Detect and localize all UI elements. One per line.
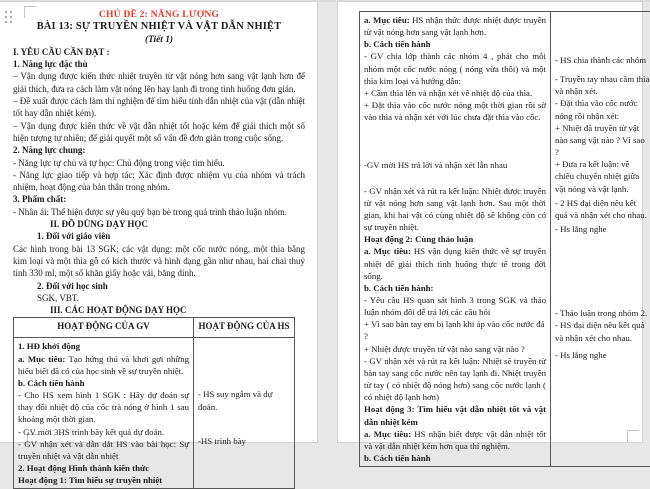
column-header-gv: HOẠT ĐỘNG CỦA GV (14, 318, 194, 338)
paragraph: SGK, VBT. (13, 292, 305, 304)
subheading: 1. Đối với giáo viên (13, 230, 305, 242)
hs-activity-cell: - HS suy ngẫm và dự đoán. -HS trình bày (194, 338, 295, 489)
subheading: 2. Đối với học sinh (13, 280, 305, 292)
lesson-title: BÀI 13: SỰ TRUYỀN NHIỆT VÀ VẬT DẪN NHIỆT (13, 21, 305, 33)
page-1-content (13, 9, 305, 489)
table-row (14, 338, 295, 489)
section-1-heading: I. YÊU CẦU CẦN ĐẠT : (13, 46, 305, 58)
paragraph: - Nhân ái: Thể hiện được sự yêu quý bạn bè trong quá trình thảo luận nhóm. (13, 206, 305, 218)
gv-activity-cell: a. Mục tiêu: HS nhận thức được nhiệt được truyền từ vật nóng hơn sang vật lạnh hơn. b. Cách tiến hành - GV chia lớp thành các nhóm 4 , phát cho mỗi nhóm một cốc nước nóng ( nóng vừa thôi) và một thìa kim loại và hướng dẫn: + Cầm thìa lên và nhận xét về nhiệt độ của thìa. + Đặt thìa vào cốc nước nóng một thời gian rồi sờ vào thìa và nhận xét với lúc chưa đặt thìa vào cốc. -GV mời HS trả lời và nhận xét lẫn nhau - GV nhận xét và rút ra kết luận: Nhiệt được truyền từ vật nóng hơn sang vật lạnh hơn. Sau một thời gian, khi hai vật có cùng nhiệt độ sẽ không còn có sự truyền nhiệt. Hoạt động 2: Cùng thảo luận a. Mục tiêu: HS vận dụng kiến thức về sự truyền nhiệt để giải thích tình huống thực tế trong đời sống. b. Cách tiến hành: - Yêu cầu HS quan sát hình 3 trong SGK và thảo luận nhóm đôi để trả lời các câu hỏi + Vì sao bàn tay em bị lạnh khi áp vào cốc nước đá ? + Nhiệt được truyền từ vật nào sang vật nào ? - GV nhận xét và rút ra kết luận: Nhiệt sẽ truyền từ bàn tay sang cốc nước nên tay lạnh đi. Nhiệt truyền từ tay ( có nhiệt độ nóng hơn) sang cốc nước lạnh ( có nhiệt độ lạnh hơn) Hoạt động 3: Tìm hiểu vật dẫn nhiệt tốt và vật dẫn nhiệt kém a. Mục tiêu: HS nhận biết được vật dẫn nhiệt tốt và vật dẫn nhiệt kém hơn qua thí nghiệm. b. Cách tiến hành (360, 12, 551, 467)
paragraph: Các hình trong bài 13 SGK; các vật dụng: một cốc nước nóng, một thìa bằng kim loại và một thìa gỗ có kích thước và hình dạng gần như nhau, hai chai thuỷ tinh 330 ml, một số khăn giấy hoặc vải, băng dính. (13, 243, 305, 280)
section-3-heading: III. CÁC HOẠT ĐỘNG DẠY HỌC (13, 304, 305, 316)
hs-activity-cell: - HS chia thành các nhóm - Truyền tay nhau cầm thìa và nhận xét. - Đặt thìa vào cốc nước nóng rồi nhận xét: + Nhiệt đã truyền từ vật nào sang vật nào ? Vì sao ? + Đưa ra kết luận: về chiều chuyển nhiệt giữa vật nóng và vật lạnh. - 2 HS đại diện nêu kết quả và nhận xét cho nhau. - Hs lắng nghe - Thảo luận trong nhóm 2. - HS đại diện nêu kết quả và nhận xét cho nhau. - Hs lắng nghe (551, 12, 650, 467)
paragraph: – Vận dụng được kiến thức về vật dẫn nhiệt tốt hoặc kém để giải thích một số hiện tượng tự nhiên; để giải quyết một số vấn đề đơn giản trong cuộc sống. (13, 120, 305, 145)
paragraph: – Đề xuất được cách làm thí nghiệm để tìm hiểu tính dẫn nhiệt của vật (dẫn nhiệt tốt hay dẫn nhiệt kém). (13, 95, 305, 120)
subheading: 2. Năng lực chung: (13, 144, 305, 156)
lesson-subtitle: (Tiết 1) (13, 34, 305, 46)
column-header-hs: HOẠT ĐỘNG CỦA HS (194, 318, 295, 338)
table-row (360, 12, 650, 467)
section-2-heading: II. ĐỒ DÙNG DẠY HỌC (13, 218, 305, 230)
page-2 (338, 2, 642, 442)
subheading: 1. Năng lực đặc thù (13, 58, 305, 70)
activities-table (13, 317, 295, 489)
chapter-title: CHỦ ĐỀ 2: NĂNG LƯỢNG (13, 9, 305, 21)
page-1 (0, 2, 317, 442)
paragraph: - Năng lực giao tiếp và hợp tác: Xác định được nhiệm vụ của nhóm và trách nhiệm, hoạt động của bản thân trong nhóm. (13, 169, 305, 194)
paragraph: – Vận dụng được kiến thức nhiệt truyền từ vật nóng hơn sang vật lạnh hơn để giải thích, đưa ra cách làm vật nóng lên hay lạnh đi trong tình huống đơn giản. (13, 70, 305, 95)
gv-activity-cell: 1. HĐ khởi động a. Mục tiêu: Tạo hứng thú và khơi gợi những hiểu biết đã có của học sinh về sự truyền nhiệt. b. Cách tiến hành - Cho HS xem hình 1 SGK : Hãy dự đoán sự thay đổi nhiệt độ của cốc trà nóng ở hình 1 sau khoảng một thời gian. - GV mời 3HS trình bày kết quả dự đoán. - GV nhận xét và dẫn dắt HS vào bài học: Sự truyền nhiệt và vật dẫn nhiệt 2. Hoạt động Hình thành kiến thức Hoạt động 1: Tìm hiểu sự truyền nhiệt (14, 338, 194, 489)
activities-table-continued (359, 11, 650, 467)
paragraph: - Năng lực tự chủ và tự học: Chủ động trong việc tìm hiểu. (13, 157, 305, 169)
drag-handle-icon[interactable] (5, 11, 13, 24)
subheading: 3. Phẩm chất: (13, 193, 305, 205)
table-header-row (14, 318, 295, 338)
